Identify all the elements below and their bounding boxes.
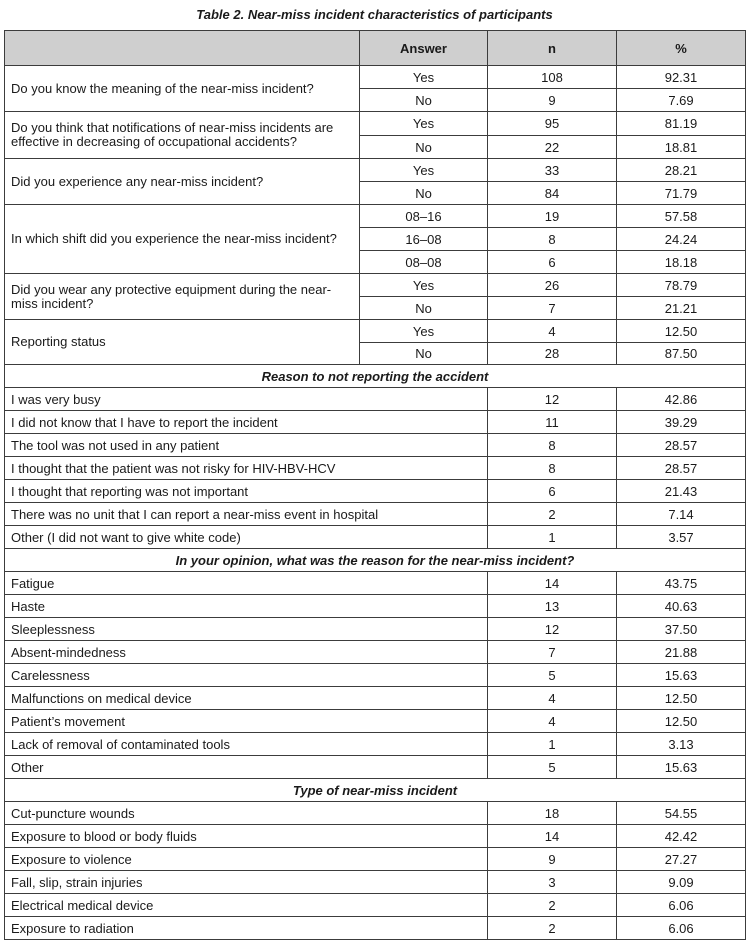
question-text: Did you experience any near-miss incident?: [5, 159, 360, 205]
answer-cell: 08–16: [360, 205, 488, 228]
percent-cell: 12.50: [617, 710, 746, 733]
percent-cell: 40.63: [617, 595, 746, 618]
item-label: Lack of removal of contaminated tools: [5, 733, 488, 756]
answer-cell: Yes: [360, 274, 488, 297]
question-answer-row: [5, 320, 746, 343]
header-blank: [5, 31, 360, 66]
percent-cell: 18.81: [617, 136, 746, 159]
percent-cell: 3.57: [617, 526, 746, 549]
percent-cell: 21.88: [617, 641, 746, 664]
percent-cell: 28.57: [617, 434, 746, 457]
table-row: [5, 595, 746, 618]
item-label: Patient’s movement: [5, 710, 488, 733]
percent-cell: 6.06: [617, 917, 746, 940]
percent-cell: 87.50: [617, 343, 746, 365]
item-label: Other (I did not want to give white code): [5, 526, 488, 549]
table-row: [5, 756, 746, 779]
answer-cell: No: [360, 136, 488, 159]
header-answer: Answer: [360, 31, 488, 66]
item-label: I thought that reporting was not important: [5, 480, 488, 503]
question-text: Did you wear any protective equipment during the near-miss incident?: [5, 274, 360, 320]
n-cell: 7: [488, 297, 617, 320]
n-cell: 13: [488, 595, 617, 618]
item-label: The tool was not used in any patient: [5, 434, 488, 457]
percent-cell: 54.55: [617, 802, 746, 825]
item-label: I was very busy: [5, 388, 488, 411]
answer-cell: 08–08: [360, 251, 488, 274]
answer-cell: No: [360, 297, 488, 320]
table-row: [5, 687, 746, 710]
percent-cell: 39.29: [617, 411, 746, 434]
n-cell: 14: [488, 572, 617, 595]
percent-cell: 78.79: [617, 274, 746, 297]
item-label: Other: [5, 756, 488, 779]
item-label: Sleeplessness: [5, 618, 488, 641]
table-row: [5, 825, 746, 848]
table-row: [5, 526, 746, 549]
percent-cell: 42.42: [617, 825, 746, 848]
answer-cell: No: [360, 89, 488, 112]
percent-cell: 28.21: [617, 159, 746, 182]
percent-cell: 92.31: [617, 66, 746, 89]
n-cell: 7: [488, 641, 617, 664]
section-header-row: [5, 549, 746, 572]
answer-cell: No: [360, 182, 488, 205]
table-row: [5, 802, 746, 825]
n-cell: 33: [488, 159, 617, 182]
n-cell: 4: [488, 687, 617, 710]
question-text: Do you know the meaning of the near-miss incident?: [5, 66, 360, 112]
n-cell: 11: [488, 411, 617, 434]
n-cell: 84: [488, 182, 617, 205]
item-label: Exposure to radiation: [5, 917, 488, 940]
section-title: Type of near-miss incident: [5, 779, 746, 802]
table-row: [5, 480, 746, 503]
n-cell: 2: [488, 503, 617, 526]
percent-cell: 12.50: [617, 687, 746, 710]
percent-cell: 42.86: [617, 388, 746, 411]
question-answer-row: [5, 274, 746, 297]
n-cell: 2: [488, 894, 617, 917]
item-label: There was no unit that I can report a near-miss event in hospital: [5, 503, 488, 526]
n-cell: 9: [488, 89, 617, 112]
percent-cell: 81.19: [617, 112, 746, 136]
n-cell: 22: [488, 136, 617, 159]
table-row: [5, 388, 746, 411]
header-percent: %: [617, 31, 746, 66]
n-cell: 12: [488, 618, 617, 641]
n-cell: 108: [488, 66, 617, 89]
item-label: Fall, slip, strain injuries: [5, 871, 488, 894]
percent-cell: 24.24: [617, 228, 746, 251]
n-cell: 3: [488, 871, 617, 894]
item-label: Malfunctions on medical device: [5, 687, 488, 710]
table-caption: Table 2. Near-miss incident characteristics of participants: [196, 7, 553, 22]
header-n: n: [488, 31, 617, 66]
near-miss-table: [4, 30, 746, 940]
answer-cell: Yes: [360, 66, 488, 89]
table-row: [5, 917, 746, 940]
n-cell: 1: [488, 526, 617, 549]
question-answer-row: [5, 66, 746, 89]
percent-cell: 15.63: [617, 664, 746, 687]
n-cell: 2: [488, 917, 617, 940]
question-text: Reporting status: [5, 320, 360, 365]
n-cell: 6: [488, 480, 617, 503]
item-label: Fatigue: [5, 572, 488, 595]
percent-cell: 27.27: [617, 848, 746, 871]
question-answer-row: [5, 159, 746, 182]
percent-cell: 37.50: [617, 618, 746, 641]
question-answer-row: [5, 205, 746, 228]
percent-cell: 7.14: [617, 503, 746, 526]
item-label: Exposure to violence: [5, 848, 488, 871]
percent-cell: 6.06: [617, 894, 746, 917]
item-label: Haste: [5, 595, 488, 618]
answer-cell: 16–08: [360, 228, 488, 251]
item-label: Carelessness: [5, 664, 488, 687]
percent-cell: 18.18: [617, 251, 746, 274]
item-label: Absent-mindedness: [5, 641, 488, 664]
item-label: Exposure to blood or body fluids: [5, 825, 488, 848]
table-row: [5, 710, 746, 733]
n-cell: 6: [488, 251, 617, 274]
section-header-row: [5, 365, 746, 388]
table-row: [5, 434, 746, 457]
table-row: [5, 457, 746, 480]
table-row: [5, 411, 746, 434]
table-row: [5, 572, 746, 595]
n-cell: 4: [488, 710, 617, 733]
n-cell: 1: [488, 733, 617, 756]
section-title: Reason to not reporting the accident: [5, 365, 746, 388]
percent-cell: 28.57: [617, 457, 746, 480]
table-row: [5, 618, 746, 641]
percent-cell: 21.43: [617, 480, 746, 503]
item-label: I did not know that I have to report the incident: [5, 411, 488, 434]
table-row: [5, 894, 746, 917]
n-cell: 26: [488, 274, 617, 297]
table-body: [5, 66, 746, 940]
percent-cell: 71.79: [617, 182, 746, 205]
n-cell: 8: [488, 434, 617, 457]
item-label: I thought that the patient was not risky for HIV-HBV-HCV: [5, 457, 488, 480]
n-cell: 9: [488, 848, 617, 871]
n-cell: 95: [488, 112, 617, 136]
n-cell: 4: [488, 320, 617, 343]
table-row: [5, 848, 746, 871]
answer-cell: Yes: [360, 159, 488, 182]
n-cell: 14: [488, 825, 617, 848]
answer-cell: Yes: [360, 112, 488, 136]
question-text: Do you think that notifications of near-miss incidents are effective in decreasing of occupational accidents?: [5, 112, 360, 159]
table-row: [5, 733, 746, 756]
n-cell: 8: [488, 457, 617, 480]
n-cell: 8: [488, 228, 617, 251]
item-label: Electrical medical device: [5, 894, 488, 917]
item-label: Cut-puncture wounds: [5, 802, 488, 825]
section-header-row: [5, 779, 746, 802]
percent-cell: 57.58: [617, 205, 746, 228]
n-cell: 5: [488, 664, 617, 687]
percent-cell: 21.21: [617, 297, 746, 320]
answer-cell: Yes: [360, 320, 488, 343]
table-row: [5, 871, 746, 894]
percent-cell: 3.13: [617, 733, 746, 756]
n-cell: 28: [488, 343, 617, 365]
percent-cell: 43.75: [617, 572, 746, 595]
n-cell: 12: [488, 388, 617, 411]
table-row: [5, 503, 746, 526]
n-cell: 5: [488, 756, 617, 779]
n-cell: 18: [488, 802, 617, 825]
table-row: [5, 641, 746, 664]
question-answer-row: [5, 112, 746, 136]
percent-cell: 9.09: [617, 871, 746, 894]
percent-cell: 15.63: [617, 756, 746, 779]
section-title: In your opinion, what was the reason for the near-miss incident?: [5, 549, 746, 572]
header-row: [5, 31, 746, 66]
answer-cell: No: [360, 343, 488, 365]
percent-cell: 12.50: [617, 320, 746, 343]
percent-cell: 7.69: [617, 89, 746, 112]
table-row: [5, 664, 746, 687]
question-text: In which shift did you experience the near-miss incident?: [5, 205, 360, 274]
n-cell: 19: [488, 205, 617, 228]
